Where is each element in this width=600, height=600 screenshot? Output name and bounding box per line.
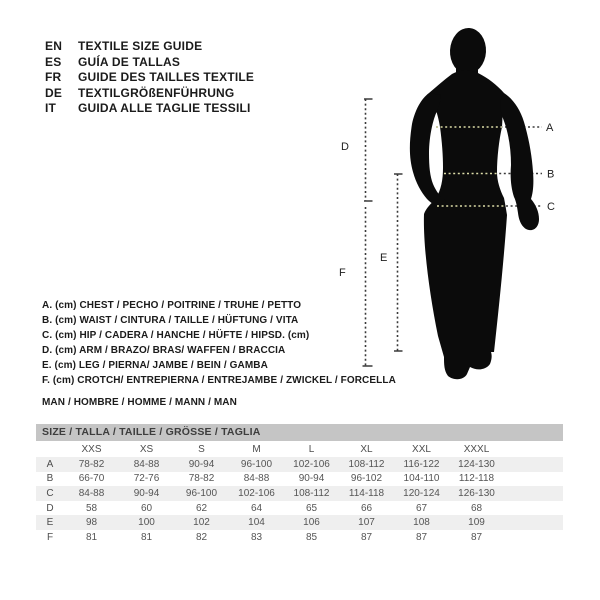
language-row [45, 86, 254, 102]
cell: 126-130 [458, 487, 495, 499]
col-header-xs: XS [139, 443, 154, 455]
language-code: IT [45, 101, 57, 116]
legend-line-waist: B. (cm) WAIST / CINTURA / TAILLE / HÜFTUNG / VITA [42, 314, 299, 326]
legend-line-hip: C. (cm) HIP / CADERA / HANCHE / HÜFTE / HIPSD. (cm) [42, 329, 310, 341]
table-row-b [36, 472, 563, 487]
cell: 82 [195, 531, 208, 543]
language-code: EN [45, 39, 63, 53]
language-title-block [45, 39, 254, 117]
cell: 62 [195, 502, 208, 514]
table-row-f [36, 530, 563, 545]
cell: 60 [140, 502, 153, 514]
cell: 78-82 [78, 458, 105, 470]
guide-title: TEXTILE SIZE GUIDE [78, 39, 203, 53]
cell: 85 [305, 531, 318, 543]
col-header-s: S [198, 443, 205, 455]
cell: 102-106 [293, 458, 330, 470]
cell: 108-112 [348, 458, 385, 470]
table-row-a [36, 457, 563, 472]
legend-line-crotch: F. (cm) CROTCH/ ENTREPIERNA / ENTREJAMBE / ZWICKEL / FORCELLA [42, 374, 396, 386]
cell: 87 [470, 531, 483, 543]
marker-label-c: C [547, 201, 555, 213]
cell: 67 [415, 502, 428, 514]
col-header-xxl: XXL [412, 443, 431, 455]
cell: 96-102 [350, 473, 383, 485]
language-row [45, 39, 254, 55]
man-measurement-diagram [330, 20, 570, 400]
table-row-e [36, 515, 563, 530]
cell: 90-94 [188, 458, 215, 470]
cell: 72-76 [133, 473, 160, 485]
legend-line-arm: D. (cm) ARM / BRAZO/ BRAS/ WAFFEN / BRACCIA [42, 344, 286, 356]
cell: 102-106 [238, 487, 275, 499]
cell: 106 [303, 517, 320, 529]
row-label: E [46, 517, 54, 529]
col-header-l: L [308, 443, 315, 455]
col-header-xl: XL [360, 443, 373, 455]
row-label: A [46, 458, 54, 470]
cell: 96-100 [185, 487, 218, 499]
guide-ticks [363, 99, 403, 366]
size-table-title: SIZE / TALLA / TAILLE / GRÖSSE / TAGLIA [36, 424, 563, 441]
cell: 116-122 [403, 458, 440, 470]
cell: 114-118 [348, 487, 385, 499]
marker-label-d: D [341, 141, 349, 153]
cell: 98 [85, 517, 98, 529]
cell: 124-130 [458, 458, 495, 470]
cell: 96-100 [240, 458, 273, 470]
size-table-header-row [36, 441, 563, 457]
guide-title: TEXTILGRÖßENFÜHRUNG [78, 85, 235, 100]
marker-label-a: A [546, 122, 554, 134]
marker-label-e: E [380, 252, 388, 264]
cell: 104 [248, 517, 265, 529]
filler-cell [504, 457, 563, 472]
cell: 108-112 [293, 487, 330, 499]
cell: 108 [413, 517, 430, 529]
language-code: ES [45, 54, 62, 69]
row-label: D [46, 502, 54, 514]
cell: 107 [358, 517, 375, 529]
legend-line-chest: A. (cm) CHEST / PECHO / POITRINE / TRUHE / PETTO [42, 300, 302, 311]
col-header-xxs: XXS [81, 443, 102, 455]
cell: 58 [85, 502, 98, 514]
table-row-c [36, 486, 563, 501]
marker-label-f: F [339, 267, 346, 279]
size-table-section [36, 424, 563, 545]
cell: 83 [250, 531, 263, 543]
cell: 81 [85, 531, 98, 543]
table-row-d [36, 501, 563, 516]
cell: 100 [138, 517, 155, 529]
cell: 112-118 [458, 473, 495, 485]
cell: 66-70 [78, 473, 105, 485]
cell: 87 [415, 531, 428, 543]
language-code: DE [45, 85, 63, 100]
cell: 78-82 [188, 473, 215, 485]
cell: 87 [360, 531, 373, 543]
row-label: B [46, 473, 54, 485]
language-row [45, 55, 254, 71]
filler-cell [504, 441, 563, 457]
filler-cell [504, 530, 563, 545]
col-header-m: M [252, 443, 261, 455]
row-label: F [46, 531, 54, 543]
torso-and-legs [424, 70, 507, 379]
guide-title: GUÍA DE TALLAS [78, 54, 181, 69]
filler-cell [504, 486, 563, 501]
filler-cell [504, 472, 563, 487]
language-row [45, 70, 254, 86]
marker-label-b: B [547, 168, 555, 181]
guide-title: GUIDA ALLE TAGLIE TESSILI [78, 101, 251, 116]
cell: 84-88 [133, 458, 160, 470]
cell: 102 [193, 517, 210, 529]
cell: 109 [468, 517, 485, 529]
legend-line-leg: E. (cm) LEG / PIERNA/ JAMBE / BEIN / GAMBA [42, 359, 268, 371]
guide-title: GUIDE DES TAILLES TEXTILE [78, 70, 255, 85]
filler-cell [504, 501, 563, 516]
corner-cell [36, 441, 64, 457]
language-code: FR [45, 70, 62, 85]
man-silhouette [410, 27, 539, 379]
cell: 81 [140, 531, 153, 543]
cell: 90-94 [298, 473, 325, 485]
language-row [45, 101, 254, 117]
cell: 90-94 [133, 487, 160, 499]
cell: 84-88 [243, 473, 270, 485]
cell: 120-124 [403, 487, 440, 499]
row-label: C [46, 487, 54, 499]
cell: 84-88 [78, 487, 105, 499]
size-table [36, 441, 563, 545]
category-man-label: MAN / HOMBRE / HOMME / MANN / MAN [42, 397, 237, 408]
filler-cell [504, 515, 563, 530]
cell: 104-110 [403, 473, 440, 485]
cell: 68 [470, 502, 483, 514]
cell: 64 [250, 502, 263, 514]
cell: 65 [305, 502, 318, 514]
col-header-xxxl: XXXL [463, 443, 490, 455]
cell: 66 [360, 502, 373, 514]
